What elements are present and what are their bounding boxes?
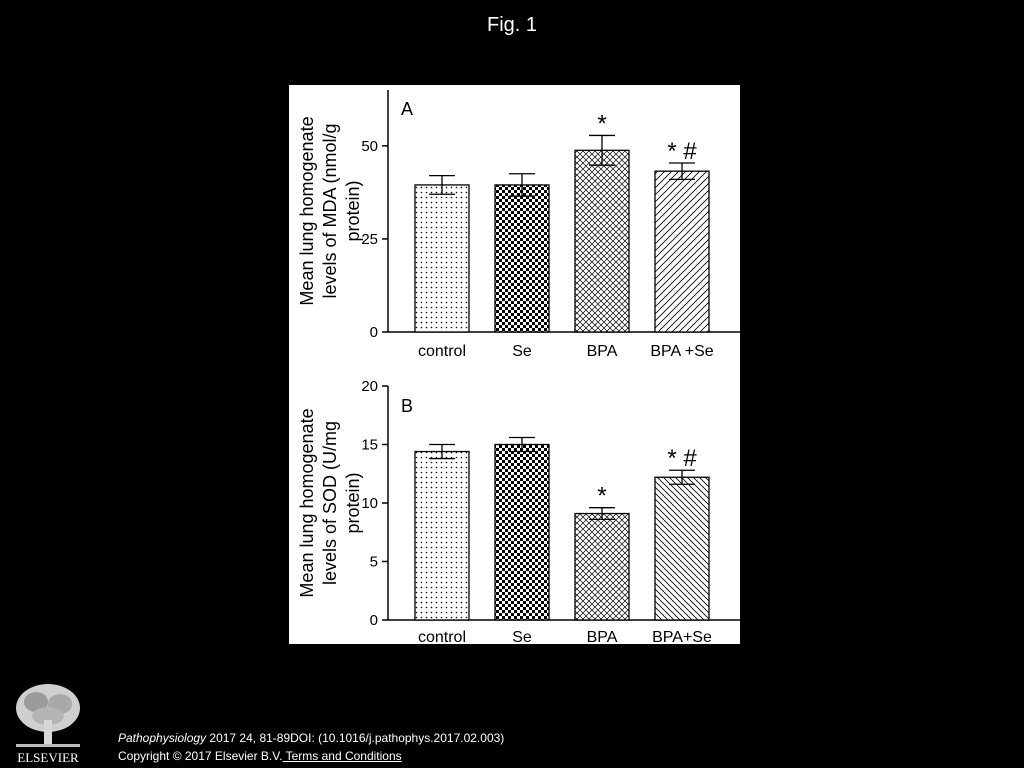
chart-panel-b: [297, 378, 740, 644]
bar: [575, 514, 629, 620]
bar: [575, 150, 629, 332]
x-tick-label: BPA +Se: [650, 343, 714, 360]
x-tick-label: BPA: [586, 629, 618, 644]
y-axis-label-line: levels of MDA (nmol/g: [320, 123, 340, 299]
citation-details: 2017 24, 81-89DOI: (10.1016/j.pathophys.2017.02.003): [206, 731, 505, 745]
y-axis-label-line: protein): [343, 180, 363, 242]
panel-label: B: [401, 396, 414, 416]
bar: [415, 452, 469, 620]
bar: [655, 171, 709, 332]
elsevier-logo: [8, 680, 88, 766]
y-axis-label-line: Mean lung homogenate: [297, 408, 317, 598]
bar-charts: [289, 85, 740, 644]
bar: [495, 445, 549, 621]
significance-annotation: *: [597, 482, 607, 510]
y-axis-label-line: protein): [343, 472, 363, 534]
y-tick-label: 10: [361, 495, 378, 512]
significance-annotation: *: [597, 110, 607, 138]
y-tick-label: 25: [361, 230, 378, 248]
publisher-logo-text: ELSEVIER: [17, 750, 79, 765]
y-tick-label: 0: [369, 612, 378, 629]
citation-journal: Pathophysiology: [118, 731, 207, 745]
y-axis-label-line: Mean lung homogenate: [297, 116, 317, 306]
figure-panel: [289, 85, 740, 644]
bar: [495, 185, 549, 332]
y-tick-label: 50: [361, 137, 378, 155]
y-tick-label: 0: [369, 324, 378, 341]
y-tick-label: 20: [361, 378, 378, 395]
copyright-line: [118, 749, 402, 763]
x-tick-label: BPA+Se: [652, 629, 712, 644]
bar: [415, 185, 469, 332]
y-tick-label: 5: [369, 553, 378, 571]
x-tick-label: control: [417, 343, 467, 360]
copyright-text: Copyright © 2017 Elsevier B.V.: [118, 749, 283, 763]
y-tick-label: 15: [361, 436, 378, 454]
x-tick-label: Se: [512, 629, 532, 644]
figure-title: Fig. 1: [486, 14, 538, 36]
x-tick-label: BPA: [586, 343, 618, 360]
panel-label: A: [401, 99, 414, 119]
chart-panel-a: [297, 90, 740, 360]
citation: [118, 731, 504, 745]
significance-annotation: * #: [667, 445, 697, 473]
x-tick-label: control: [417, 629, 467, 644]
bar: [655, 477, 709, 620]
significance-annotation: * #: [667, 137, 697, 165]
y-axis-label-line: levels of SOD (U/mg: [320, 420, 340, 586]
x-tick-label: Se: [512, 343, 532, 360]
terms-and-conditions-link[interactable]: Terms and Conditions: [282, 749, 402, 763]
